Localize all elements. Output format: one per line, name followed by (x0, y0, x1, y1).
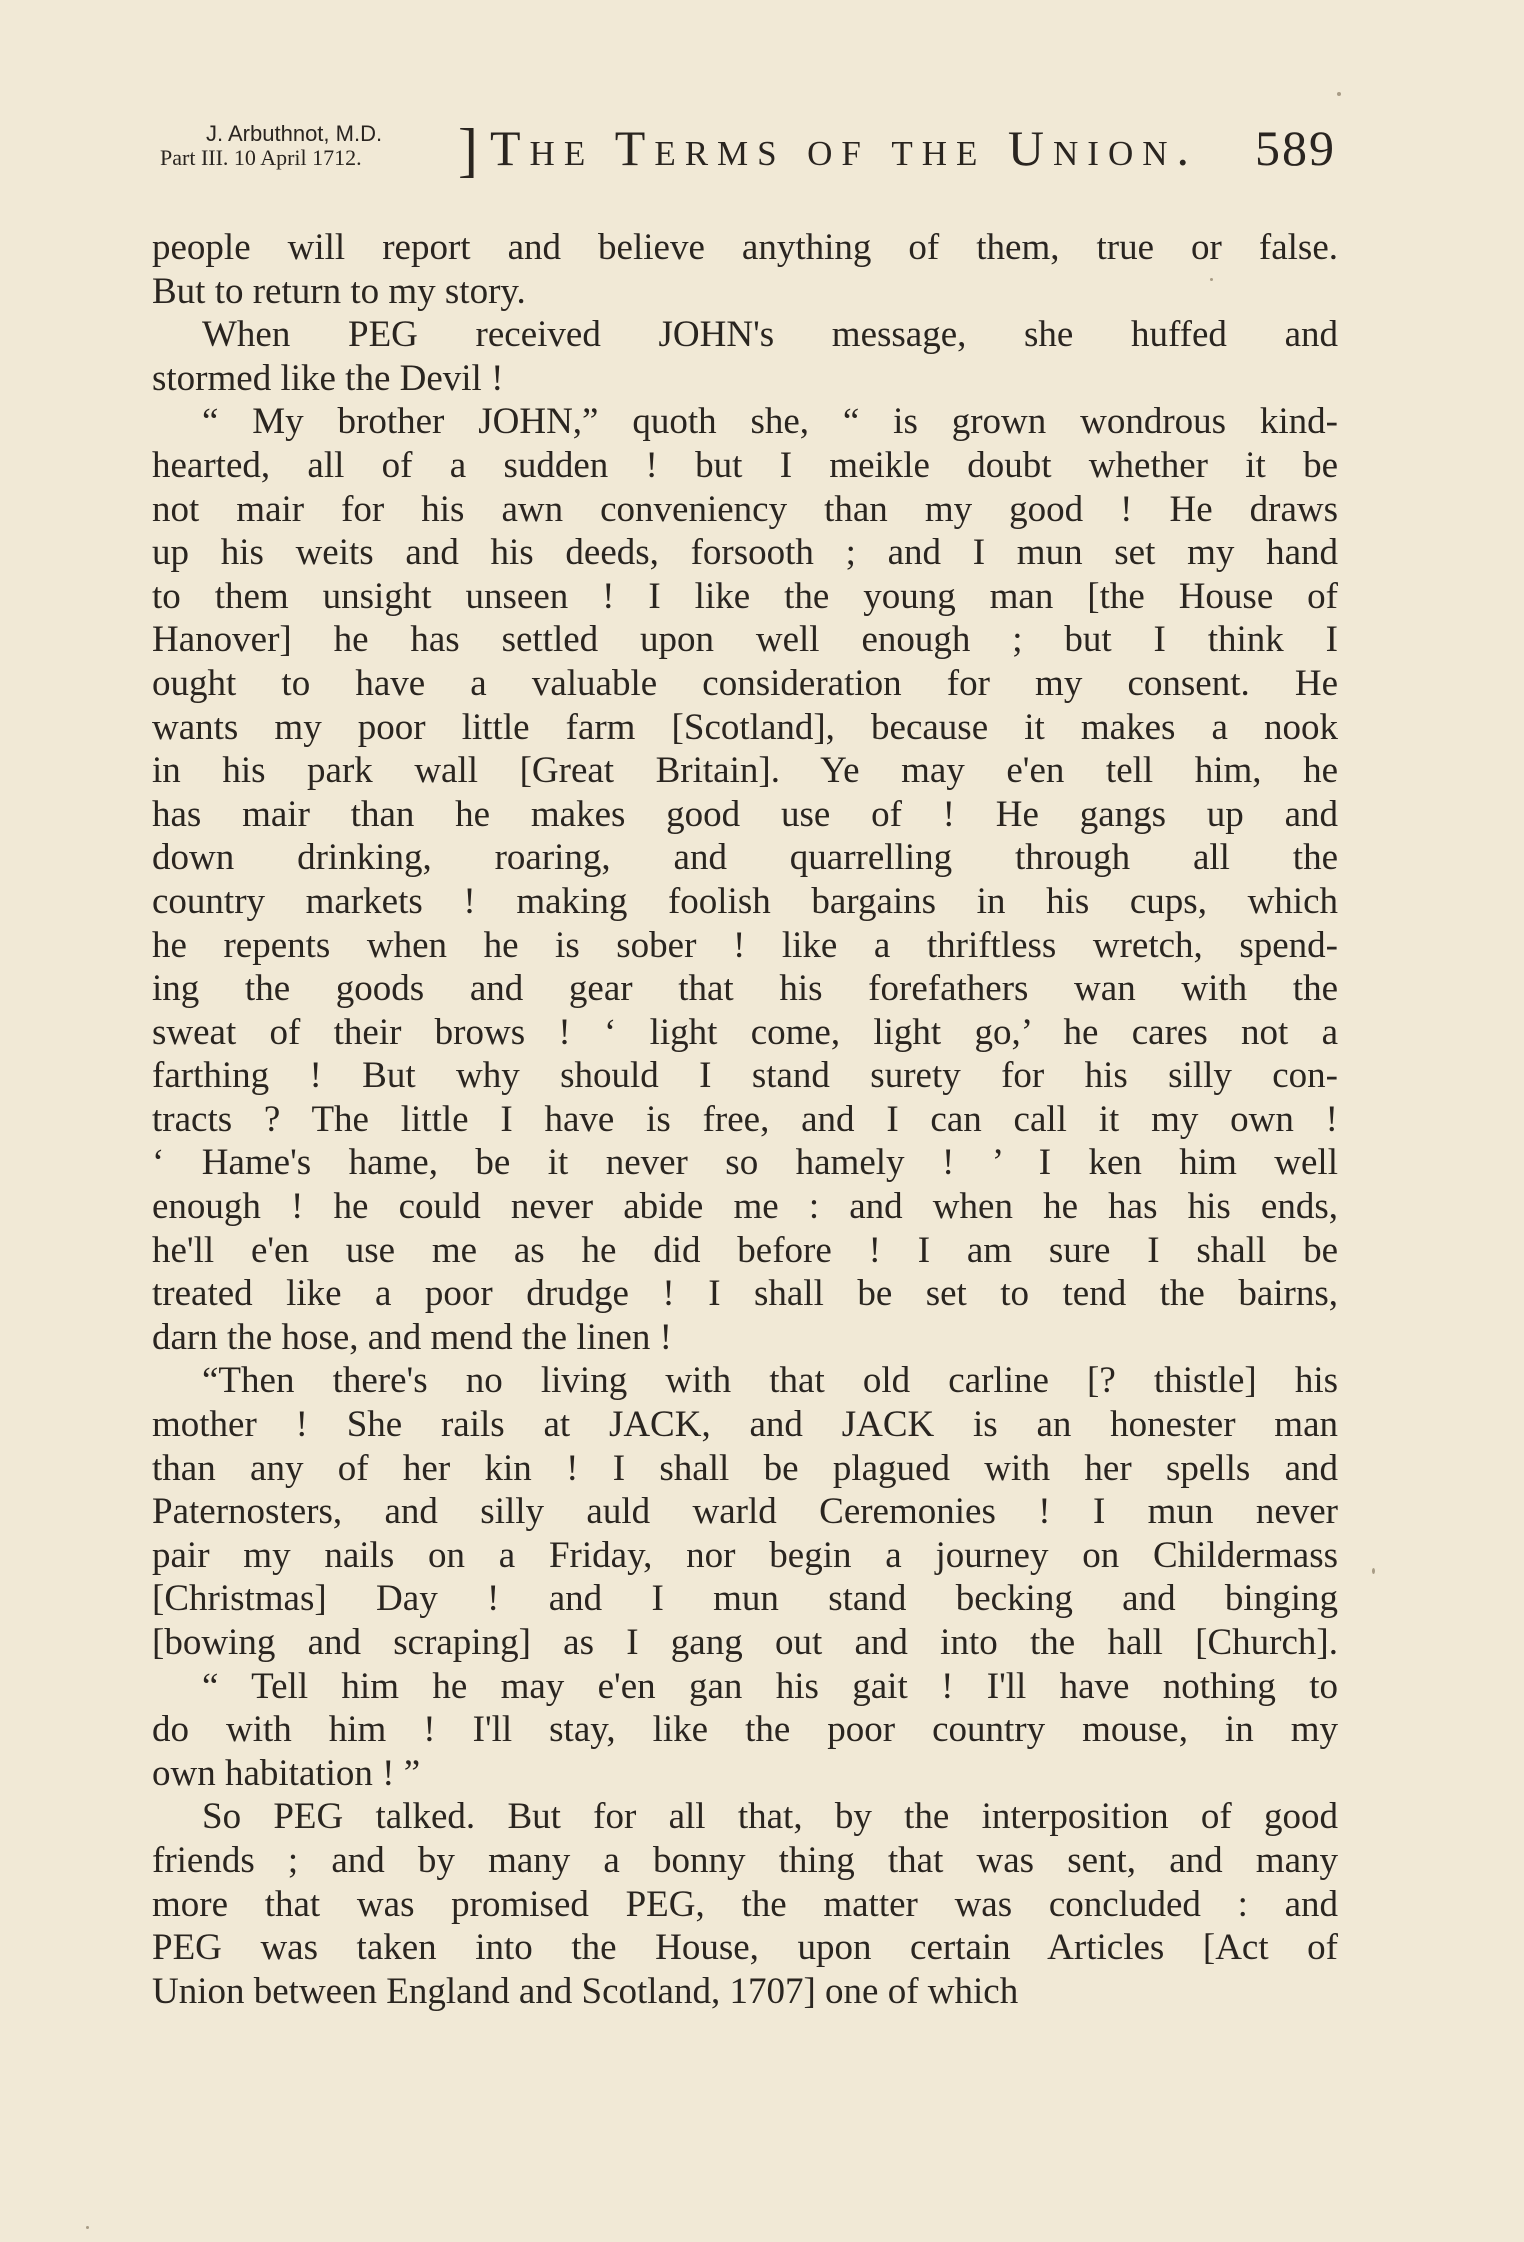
text-line: Paternosters, and silly auld warld Ceremonies ! I mun never (152, 1491, 1338, 1533)
text-line: farthing ! But why should I stand surety for his silly con- (152, 1055, 1338, 1097)
text-line: darn the hose, and mend the linen ! (152, 1316, 672, 1358)
text-line: [bowing and scraping] as I gang out and into the hall [Church]. (152, 1622, 1338, 1663)
text-line: ing the goods and gear that his forefathers wan with the (152, 968, 1338, 1010)
text-line: pair my nails on a Friday, nor begin a journey on Childermass (152, 1534, 1338, 1576)
text-line: not mair for his awn conveniency than my good ! He draws (152, 488, 1338, 530)
text-line: “ My brother JOHN,” quoth she, “ is grown wondrous kind- (202, 401, 1338, 443)
side-note-date: Part III. 10 April 1712. (160, 145, 362, 170)
text-line: country markets ! making foolish bargains in his cups, which (152, 880, 1338, 922)
page-number: 589 (1255, 120, 1336, 176)
text-line: treated like a poor drudge ! I shall be set to tend the bairns, (152, 1273, 1338, 1315)
paper-speck (86, 2226, 89, 2229)
text-line: wants my poor little farm [Scotland], because it makes a nook (152, 706, 1338, 748)
paper-speck (1372, 1568, 1375, 1574)
text-line: PEG was taken into the House, upon certain Articles [Act of (152, 1927, 1338, 1969)
text-line: So PEG talked. But for all that, by the interposition of good (202, 1796, 1338, 1838)
paper-speck (1337, 92, 1341, 96)
text-line: stormed like the Devil ! (152, 357, 504, 399)
text-line: sweat of their brows ! ‘ light come, light go,’ he cares not a (152, 1011, 1338, 1053)
text-line: he repents when he is sober ! like a thriftless wretch, spend- (152, 924, 1338, 966)
text-line: [Christmas] Day ! and I mun stand becking and binging (152, 1578, 1338, 1620)
text-line: up his weits and his deeds, forsooth ; and I mun set my hand (152, 532, 1338, 574)
text-line: has mair than he makes good use of ! He gangs up and (152, 793, 1338, 835)
text-line: down drinking, roaring, and quarrelling through all the (152, 837, 1338, 879)
text-line: more that was promised PEG, the matter was concluded : and (152, 1883, 1338, 1925)
text-line: tracts ? The little I have is free, and I can call it my own ! (152, 1098, 1338, 1140)
text-line: than any of her kin ! I shall be plagued with her spells and (152, 1447, 1338, 1489)
running-head (160, 118, 1350, 198)
text-line: Hanover] he has settled upon well enough ; but I think I (152, 619, 1338, 661)
paper-speck (1210, 278, 1213, 281)
text-line: But to return to my story. (152, 270, 526, 312)
text-line: ought to have a valuable consideration for my consent. He (152, 662, 1338, 704)
side-note-author: J. Arbuthnot, M.D. (206, 121, 383, 146)
text-line: “Then there's no living with that old carline [? thistle] his (202, 1360, 1338, 1402)
text-line: own habitation ! ” (152, 1752, 421, 1794)
text-line: do with him ! I'll stay, like the poor country mouse, in my (152, 1709, 1338, 1751)
text-line: in his park wall [Great Britain]. Ye may e'en tell him, he (152, 750, 1338, 792)
text-line: “ Tell him he may e'en gan his gait ! I'll have nothing to (202, 1665, 1338, 1707)
body-text (152, 226, 1338, 2013)
text-line: hearted, all of a sudden ! but I meikle doubt whether it be (152, 444, 1338, 486)
page-title: The Terms of the Union. (490, 120, 1199, 176)
text-line: Union between England and Scotland, 1707] one of which (152, 1970, 1019, 2012)
text-line: ‘ Hame's hame, be it never so hamely ! ’ I ken him well (152, 1142, 1338, 1184)
text-line: friends ; and by many a bonny thing that was sent, and many (152, 1839, 1338, 1881)
text-line: he'll e'en use me as he did before ! I am sure I shall be (152, 1229, 1338, 1271)
text-line: enough ! he could never abide me : and when he has his ends, (152, 1186, 1338, 1228)
text-line: mother ! She rails at JACK, and JACK is an honester man (152, 1404, 1338, 1446)
side-note (160, 122, 382, 170)
text-line: to them unsight unseen ! I like the young man [the House of (152, 575, 1338, 617)
text-line: When PEG received JOHN's message, she huffed and (202, 314, 1338, 356)
side-note-bracket: ] (458, 117, 478, 183)
text-line: people will report and believe anything of them, true or false. (152, 227, 1338, 268)
